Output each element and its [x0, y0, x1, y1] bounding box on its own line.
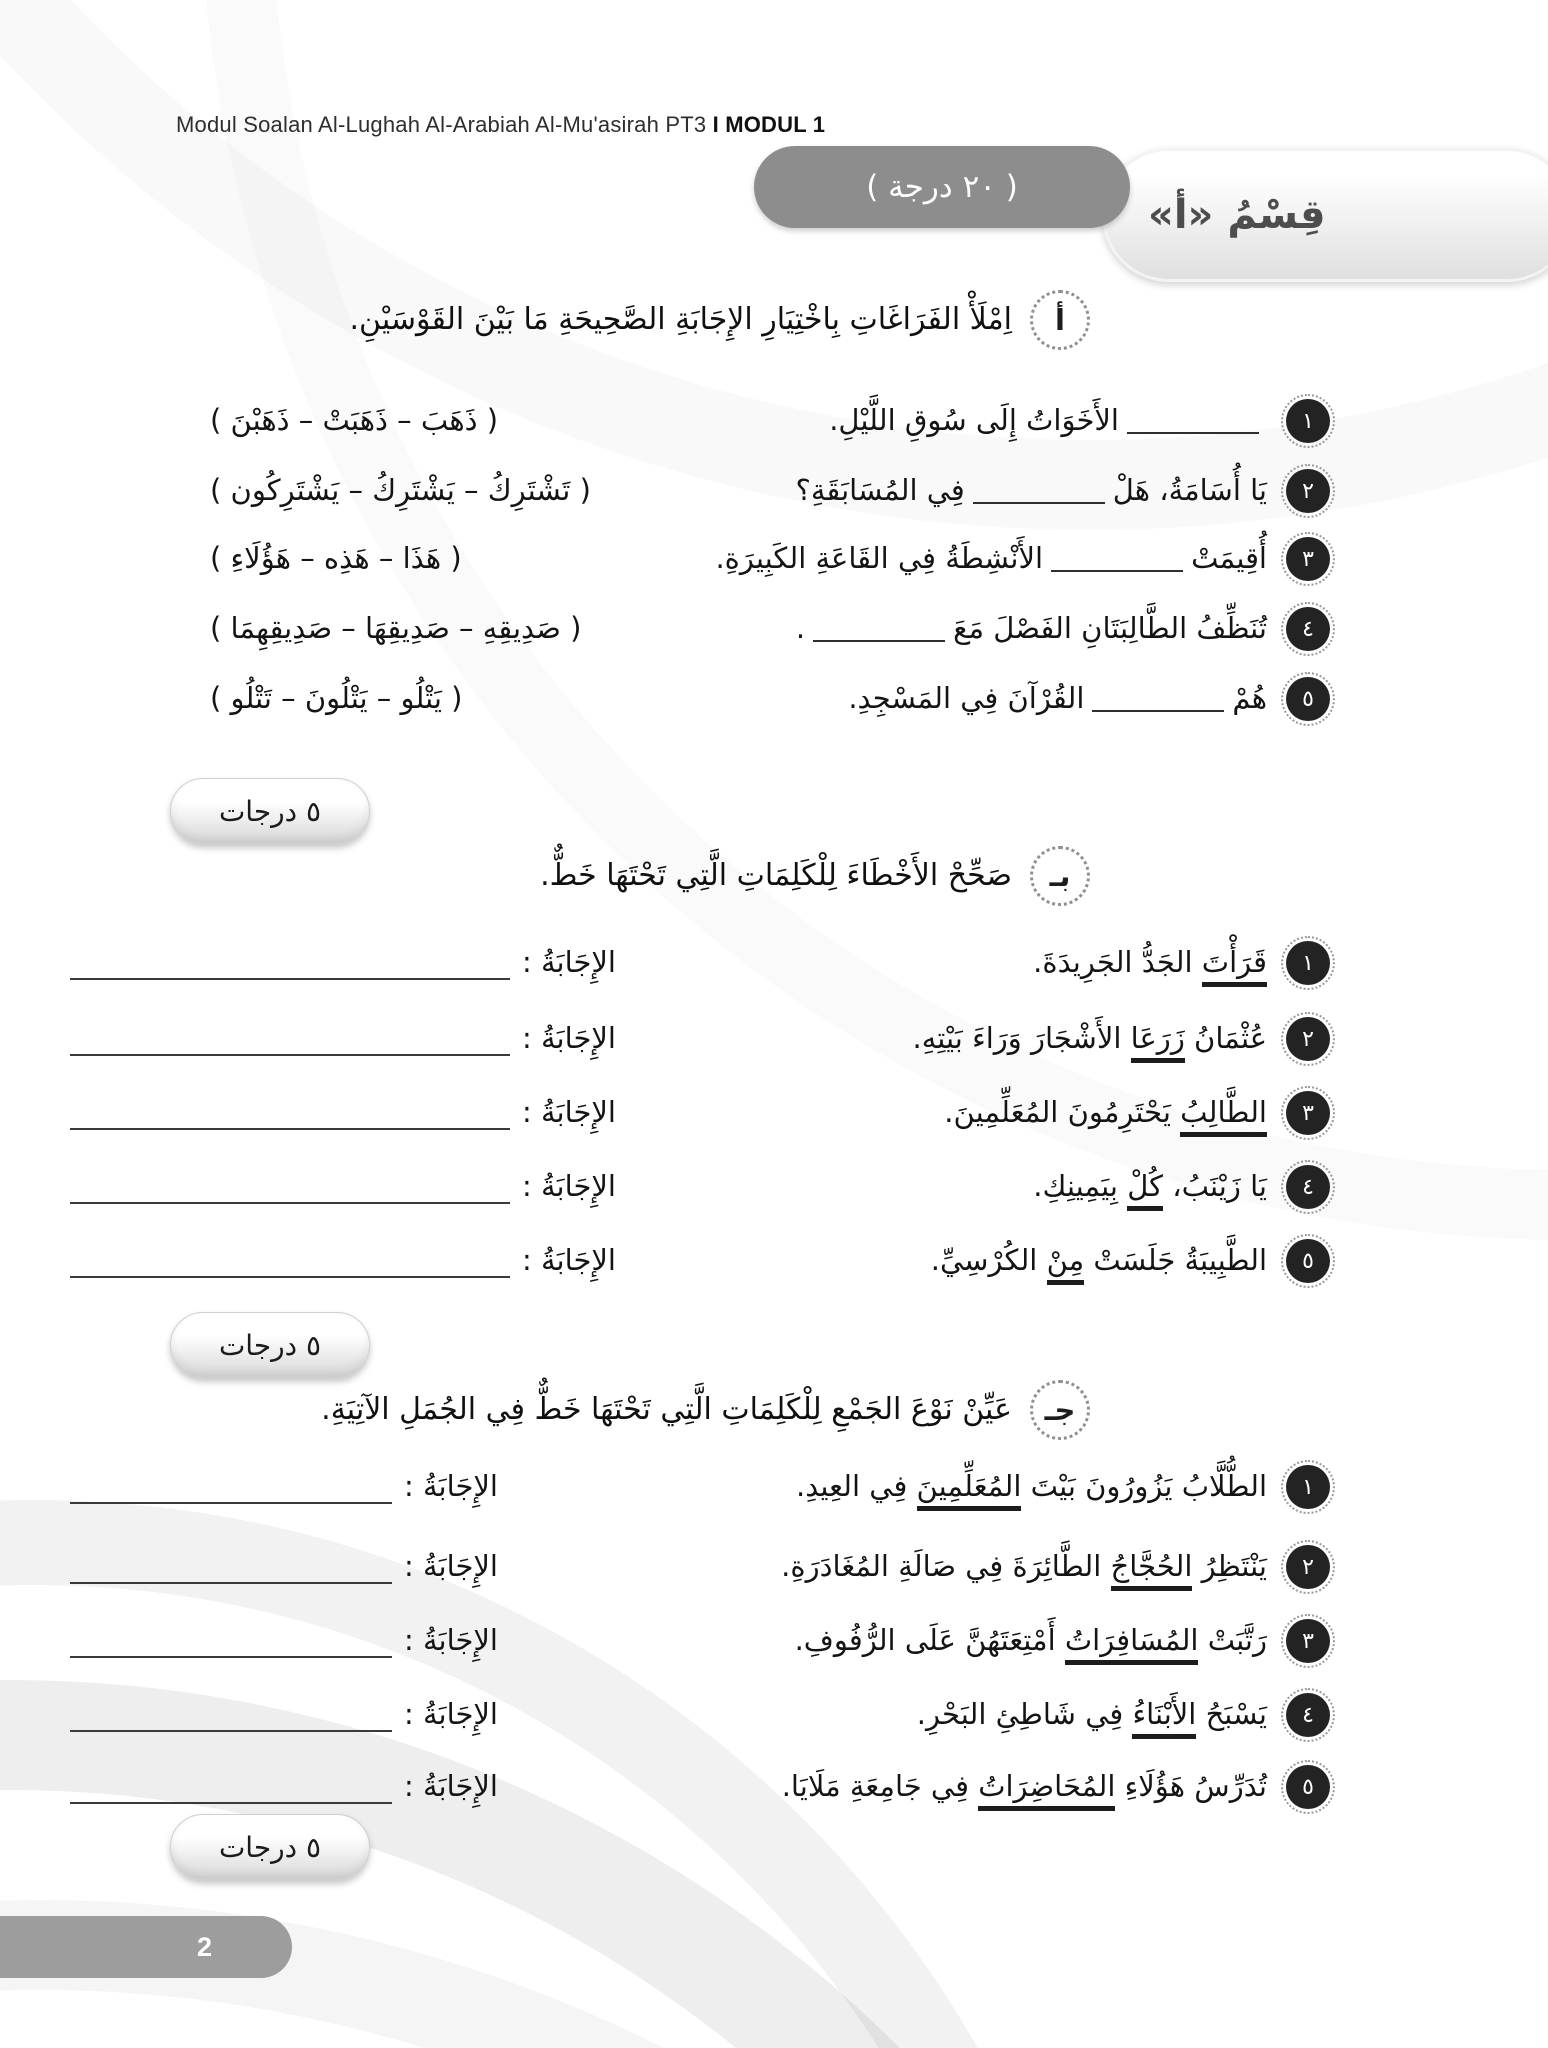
- answer-blank: [813, 640, 945, 642]
- underlined-word: زَرَعَا: [1131, 1021, 1185, 1063]
- section-a-letter-circle: أ: [1030, 290, 1090, 350]
- section-badge: [1102, 148, 1548, 282]
- answer-line: [70, 978, 510, 980]
- answer-options: ( صَدِيقِهِ – صَدِيقِهَا – صَدِيقِهِمَا ): [210, 611, 582, 646]
- answer-label: الإِجَابَةُ :: [404, 1769, 498, 1804]
- question-number-circle: ١: [1281, 936, 1335, 990]
- answer-blank: [1127, 432, 1259, 434]
- answer-area: [70, 1690, 498, 1739]
- page-number: 2: [196, 1931, 212, 1962]
- question-text: الطُّلَّابُ يَزُورُونَ بَيْتَ المُعَلِّمِينَ فِي العِيدِ.: [796, 1462, 1267, 1511]
- question-number-circle: ٤: [1281, 1688, 1335, 1742]
- answer-options: ( هَذَا – هَذِه – هَؤُلَاءِ ): [210, 541, 462, 576]
- question-row-c1: [70, 1452, 1335, 1522]
- question-number-circle: ٢: [1281, 1540, 1335, 1594]
- answer-label: الإِجَابَةُ :: [404, 1623, 498, 1658]
- section-c-heading: [321, 1380, 1090, 1440]
- answer-label: الإِجَابَةُ :: [522, 1243, 616, 1278]
- question-row-a1: [210, 386, 1335, 456]
- underlined-word: المُعَلِّمِينَ: [917, 1469, 1022, 1511]
- underlined-word: كُلْ: [1127, 1169, 1163, 1211]
- page-number-bar: [0, 1916, 292, 1978]
- answer-line: [70, 1202, 510, 1204]
- answer-label: الإِجَابَةُ :: [522, 945, 616, 980]
- question-text: قَرَأْتَ الجَدُّ الجَرِيدَةَ.: [1033, 938, 1267, 987]
- underlined-word: الأَبْنَاءُ: [1132, 1697, 1196, 1739]
- question-row-b2: [70, 1004, 1335, 1074]
- answer-line: [70, 1128, 510, 1130]
- answer-area: [70, 1088, 616, 1137]
- section-a-heading: [349, 290, 1090, 350]
- underlined-word: قَرَأْتَ: [1202, 945, 1267, 987]
- question-number-circle: ٥: [1281, 1234, 1335, 1288]
- book-title: Modul Soalan Al-Lughah Al-Arabiah Al-Mu'asirah PT3: [176, 112, 707, 137]
- question-row-c5: [70, 1752, 1335, 1822]
- question-text: يَا زَيْنَبُ، كُلْ بِيَمِينِكِ.: [1033, 1162, 1267, 1211]
- question-text: رَتَّبَتْ المُسَافِرَاتُ أَمْتِعَتَهُنَّ عَلَى الرُّفُوفِ.: [795, 1616, 1267, 1665]
- question-text: الأَخَوَاتُ إِلَى سُوقِ اللَّيْلِ.: [829, 396, 1267, 445]
- answer-area: [70, 1014, 616, 1063]
- section-b-heading: [540, 846, 1090, 906]
- answer-line: [70, 1276, 510, 1278]
- section-c-letter-circle: جـ: [1030, 1380, 1090, 1440]
- question-text: أُقِيمَتْالأَنْشِطَةُ فِي القَاعَةِ الكَبِيرَةِ.: [715, 541, 1267, 576]
- answer-line: [70, 1054, 510, 1056]
- page-content: [70, 0, 1420, 2048]
- question-number-circle: ٤: [1281, 1160, 1335, 1214]
- question-text: يَا أُسَامَةُ، هَلْفِي المُسَابَقَةِ؟: [795, 473, 1267, 508]
- answer-label: الإِجَابَةُ :: [522, 1021, 616, 1056]
- answer-blank: [973, 502, 1105, 504]
- answer-area: [70, 938, 616, 987]
- answer-area: [70, 1162, 616, 1211]
- question-text: الطَّالِبُ يَحْتَرِمُونَ المُعَلِّمِينَ.: [944, 1088, 1267, 1137]
- question-number-circle: ١: [1281, 394, 1335, 448]
- underlined-word: مِنْ: [1047, 1243, 1085, 1285]
- question-row-b3: [70, 1078, 1335, 1148]
- question-row-a2: [210, 456, 1335, 526]
- answer-options: ( ذَهَبَ – ذَهَبَتْ – ذَهَبْنَ ): [210, 403, 499, 438]
- section-b-letter-circle: بـ: [1030, 846, 1090, 906]
- answer-area: [70, 1616, 498, 1665]
- answer-options: ( تَشْتَرِكُ – يَشْتَرِكُ – يَشْتَرِكُون ): [210, 473, 591, 508]
- section-badge-label: قِسْمُ «أ»: [1148, 192, 1326, 238]
- underlined-word: الطَّالِبُ: [1180, 1095, 1267, 1137]
- question-text: الطَّبِيبَةُ جَلَسَتْ مِنْ الكُرْسِيِّ.: [931, 1236, 1267, 1285]
- answer-line: [70, 1582, 392, 1584]
- question-text: هُمْالقُرْآنَ فِي المَسْجِدِ.: [848, 681, 1267, 716]
- question-text: عُثْمَانُ زَرَعَا الأَشْجَارَ وَرَاءَ بَيْتِهِ.: [913, 1014, 1267, 1063]
- answer-blank: [1051, 570, 1183, 572]
- question-number-circle: ٥: [1281, 1760, 1335, 1814]
- question-number-circle: ٥: [1281, 672, 1335, 726]
- marks-badge-section-b: ٥ درجات: [170, 1312, 370, 1378]
- question-number-circle: ٤: [1281, 602, 1335, 656]
- section-marks-badge: ( ٢٠ درجة ): [754, 146, 1130, 228]
- section-a-instruction: اِمْلَأْ الفَرَاغَاتِ بِاخْتِيَارِ الإِجَابَةِ الصَّحِيحَةِ مَا بَيْنَ القَوْسَيْنِ.: [349, 302, 1012, 337]
- question-row-b4: [70, 1152, 1335, 1222]
- question-row-a5: [210, 664, 1335, 734]
- question-row-c3: [70, 1606, 1335, 1676]
- marks-badge-section-c: ٥ درجات: [170, 1814, 370, 1880]
- page-header: [176, 112, 825, 138]
- question-row-a4: [210, 594, 1335, 664]
- section-c-instruction: عَيِّنْ نَوْعَ الجَمْعِ لِلْكَلِمَاتِ الَّتِي تَحْتَهَا خَطٌّ فِي الجُمَلِ الآتِيَةِ.: [321, 1392, 1012, 1427]
- answer-line: [70, 1802, 392, 1804]
- answer-line: [70, 1730, 392, 1732]
- answer-label: الإِجَابَةُ :: [522, 1169, 616, 1204]
- answer-area: [70, 1762, 498, 1811]
- answer-line: [70, 1656, 392, 1658]
- module-label: I MODUL 1: [712, 112, 826, 137]
- question-text: تُنَظِّفُ الطَّالِبَتَانِ الفَصْلَ مَعَ.: [795, 611, 1267, 646]
- question-text: يَنْتَظِرُ الحُجَّاجُ الطَّائِرَةَ فِي صَالَةِ المُغَادَرَةِ.: [781, 1542, 1267, 1591]
- question-row-a3: [210, 524, 1335, 594]
- underlined-word: المُسَافِرَاتُ: [1065, 1623, 1199, 1665]
- question-number-circle: ١: [1281, 1460, 1335, 1514]
- answer-area: [70, 1236, 616, 1285]
- underlined-word: المُحَاضِرَاتُ: [978, 1769, 1115, 1811]
- marks-badge-section-a: ٥ درجات: [170, 778, 370, 844]
- question-number-circle: ٣: [1281, 532, 1335, 586]
- question-row-b5: [70, 1226, 1335, 1296]
- answer-label: الإِجَابَةُ :: [522, 1095, 616, 1130]
- question-number-circle: ٢: [1281, 1012, 1335, 1066]
- answer-area: [70, 1462, 498, 1511]
- answer-blank: [1092, 710, 1224, 712]
- answer-label: الإِجَابَةُ :: [404, 1697, 498, 1732]
- question-number-circle: ٢: [1281, 464, 1335, 518]
- answer-line: [70, 1502, 392, 1504]
- answer-label: الإِجَابَةُ :: [404, 1469, 498, 1504]
- section-b-instruction: صَحِّحْ الأَخْطَاءَ لِلْكَلِمَاتِ الَّتِي تَحْتَهَا خَطٌّ.: [540, 858, 1012, 893]
- question-row-b1: [70, 928, 1335, 998]
- question-number-circle: ٣: [1281, 1614, 1335, 1668]
- answer-options: ( يَتْلُو – يَتْلُونَ – تَتْلُو ): [210, 681, 463, 716]
- answer-area: [70, 1542, 498, 1591]
- answer-label: الإِجَابَةُ :: [404, 1549, 498, 1584]
- underlined-word: الحُجَّاجُ: [1111, 1549, 1193, 1591]
- question-number-circle: ٣: [1281, 1086, 1335, 1140]
- question-row-c2: [70, 1532, 1335, 1602]
- question-row-c4: [70, 1680, 1335, 1750]
- question-text: تُدَرِّسُ هَؤُلَاءِ المُحَاضِرَاتُ فِي جَامِعَةِ مَلَايَا.: [782, 1762, 1267, 1811]
- question-text: يَسْبَحُ الأَبْنَاءُ فِي شَاطِئِ البَحْرِ.: [917, 1690, 1267, 1739]
